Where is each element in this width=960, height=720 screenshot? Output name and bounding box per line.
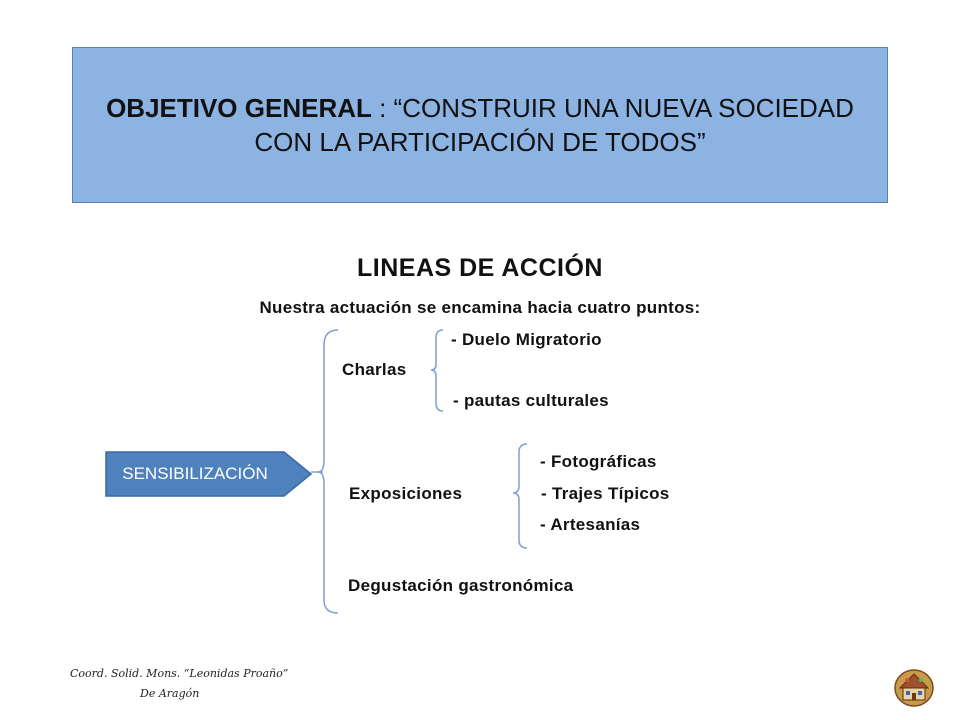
charlas-label: Charlas <box>342 360 407 379</box>
section-subheading: Nuestra actuación se encamina hacia cuatro puntos: <box>259 298 701 317</box>
charlas-item-2: - pautas culturales <box>453 391 609 410</box>
exposiciones-item-2: - Trajes Típicos <box>541 484 670 503</box>
sensibilizacion-button[interactable]: SENSIBILIZACIÓN <box>122 464 268 483</box>
footer-line-2: De Aragón <box>140 687 200 700</box>
house-emblem-icon <box>892 664 936 708</box>
title-bold: OBJETIVO GENERAL <box>106 93 372 123</box>
exposiciones-label: Exposiciones <box>349 484 463 503</box>
title-rest: : “CONSTRUIR UNA NUEVA SOCIEDAD CON LA PARTICIPACIÓN DE TODOS” <box>254 93 854 157</box>
footer-line-1: Coord. Solid. Mons. “Leonidas Proaño” <box>70 667 289 680</box>
footer-credit <box>70 664 288 704</box>
charlas-item-1: - Duelo Migratorio <box>451 330 602 349</box>
exposiciones-item-1: - Fotográficas <box>540 452 657 471</box>
charlas-bracket <box>431 330 443 411</box>
main-bracket <box>318 330 338 613</box>
exposiciones-item-3: - Artesanías <box>540 515 641 534</box>
degustacion-label: Degustación gastronómica <box>348 576 574 595</box>
section-heading: LINEAS DE ACCIÓN <box>357 254 603 282</box>
exposiciones-bracket <box>513 444 527 548</box>
